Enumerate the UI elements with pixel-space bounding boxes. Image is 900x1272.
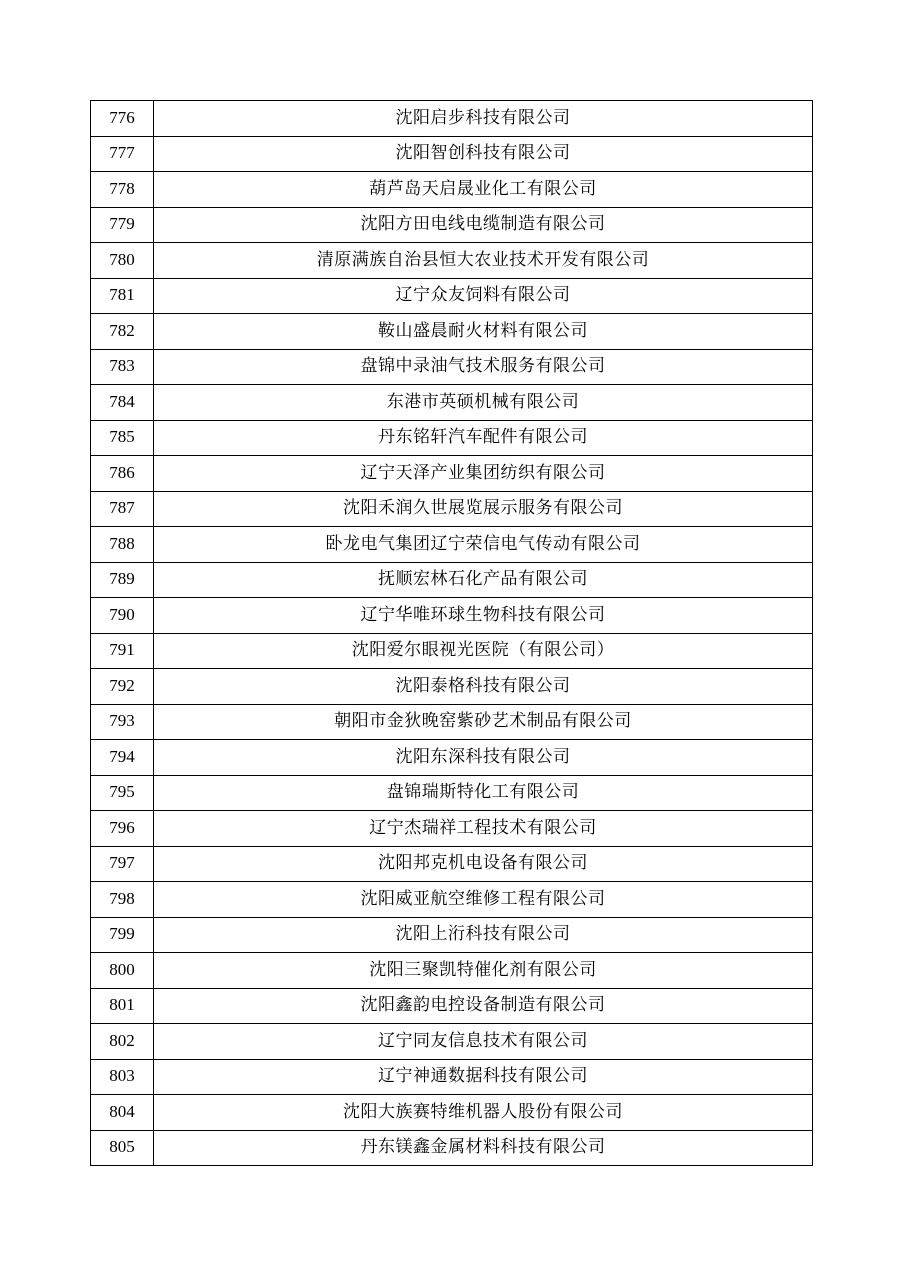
company-name-cell: 沈阳智创科技有限公司 — [154, 136, 813, 172]
company-name-cell: 沈阳大族赛特维机器人股份有限公司 — [154, 1095, 813, 1131]
row-index-cell: 786 — [91, 456, 154, 492]
company-name-cell: 沈阳邦克机电设备有限公司 — [154, 846, 813, 882]
table-row — [91, 385, 813, 421]
row-index-cell: 803 — [91, 1059, 154, 1095]
table-row — [91, 243, 813, 279]
row-index-cell: 799 — [91, 917, 154, 953]
table-row — [91, 882, 813, 918]
table-row — [91, 740, 813, 776]
row-index-cell: 795 — [91, 775, 154, 811]
row-index-cell: 781 — [91, 278, 154, 314]
company-name-cell: 沈阳三聚凯特催化剂有限公司 — [154, 953, 813, 989]
table-row — [91, 349, 813, 385]
row-index-cell: 794 — [91, 740, 154, 776]
row-index-cell: 802 — [91, 1024, 154, 1060]
row-index-cell: 790 — [91, 598, 154, 634]
table-row — [91, 917, 813, 953]
table-row — [91, 775, 813, 811]
company-name-cell: 盘锦中录油气技术服务有限公司 — [154, 349, 813, 385]
row-index-cell: 777 — [91, 136, 154, 172]
table-row — [91, 420, 813, 456]
row-index-cell: 804 — [91, 1095, 154, 1131]
company-name-cell: 沈阳东深科技有限公司 — [154, 740, 813, 776]
row-index-cell: 789 — [91, 562, 154, 598]
company-name-cell: 丹东铭轩汽车配件有限公司 — [154, 420, 813, 456]
company-name-cell: 沈阳泰格科技有限公司 — [154, 669, 813, 705]
row-index-cell: 793 — [91, 704, 154, 740]
company-name-cell: 清原满族自治县恒大农业技术开发有限公司 — [154, 243, 813, 279]
row-index-cell: 783 — [91, 349, 154, 385]
table-row — [91, 491, 813, 527]
company-name-cell: 沈阳鑫韵电控设备制造有限公司 — [154, 988, 813, 1024]
company-name-cell: 辽宁华唯环球生物科技有限公司 — [154, 598, 813, 634]
table-row — [91, 527, 813, 563]
company-name-cell: 辽宁众友饲料有限公司 — [154, 278, 813, 314]
row-index-cell: 780 — [91, 243, 154, 279]
table-row — [91, 704, 813, 740]
row-index-cell: 805 — [91, 1130, 154, 1166]
row-index-cell: 792 — [91, 669, 154, 705]
table-row — [91, 1024, 813, 1060]
table-row — [91, 598, 813, 634]
company-name-cell: 抚顺宏林石化产品有限公司 — [154, 562, 813, 598]
table-row — [91, 1095, 813, 1131]
table-row — [91, 562, 813, 598]
table-row — [91, 172, 813, 208]
company-list-table — [90, 100, 813, 1166]
company-name-cell: 朝阳市金狄晚窑紫砂艺术制品有限公司 — [154, 704, 813, 740]
company-name-cell: 沈阳爱尔眼视光医院（有限公司） — [154, 633, 813, 669]
row-index-cell: 796 — [91, 811, 154, 847]
company-name-cell: 辽宁天泽产业集团纺织有限公司 — [154, 456, 813, 492]
company-name-cell: 丹东镁鑫金属材料科技有限公司 — [154, 1130, 813, 1166]
company-name-cell: 沈阳上洐科技有限公司 — [154, 917, 813, 953]
row-index-cell: 787 — [91, 491, 154, 527]
table-row — [91, 456, 813, 492]
row-index-cell: 798 — [91, 882, 154, 918]
row-index-cell: 778 — [91, 172, 154, 208]
table-row — [91, 136, 813, 172]
row-index-cell: 779 — [91, 207, 154, 243]
row-index-cell: 791 — [91, 633, 154, 669]
table-row — [91, 811, 813, 847]
company-name-cell: 葫芦岛天启晟业化工有限公司 — [154, 172, 813, 208]
company-name-cell: 辽宁杰瑞祥工程技术有限公司 — [154, 811, 813, 847]
table-row — [91, 1059, 813, 1095]
table-row — [91, 314, 813, 350]
company-name-cell: 辽宁同友信息技术有限公司 — [154, 1024, 813, 1060]
row-index-cell: 784 — [91, 385, 154, 421]
company-name-cell: 东港市英硕机械有限公司 — [154, 385, 813, 421]
company-name-cell: 沈阳启步科技有限公司 — [154, 101, 813, 137]
row-index-cell: 788 — [91, 527, 154, 563]
table-row — [91, 1130, 813, 1166]
table-row — [91, 846, 813, 882]
row-index-cell: 800 — [91, 953, 154, 989]
company-name-cell: 沈阳威亚航空维修工程有限公司 — [154, 882, 813, 918]
table-row — [91, 101, 813, 137]
table-row — [91, 669, 813, 705]
table-body — [91, 101, 813, 1166]
table-row — [91, 633, 813, 669]
table-row — [91, 278, 813, 314]
row-index-cell: 797 — [91, 846, 154, 882]
company-name-cell: 沈阳禾润久世展览展示服务有限公司 — [154, 491, 813, 527]
company-name-cell: 沈阳方田电线电缆制造有限公司 — [154, 207, 813, 243]
table-row — [91, 207, 813, 243]
row-index-cell: 776 — [91, 101, 154, 137]
company-name-cell: 盘锦瑞斯特化工有限公司 — [154, 775, 813, 811]
row-index-cell: 785 — [91, 420, 154, 456]
table-row — [91, 988, 813, 1024]
row-index-cell: 801 — [91, 988, 154, 1024]
table-row — [91, 953, 813, 989]
company-name-cell: 辽宁神通数据科技有限公司 — [154, 1059, 813, 1095]
row-index-cell: 782 — [91, 314, 154, 350]
company-name-cell: 鞍山盛晨耐火材料有限公司 — [154, 314, 813, 350]
company-name-cell: 卧龙电气集团辽宁荣信电气传动有限公司 — [154, 527, 813, 563]
